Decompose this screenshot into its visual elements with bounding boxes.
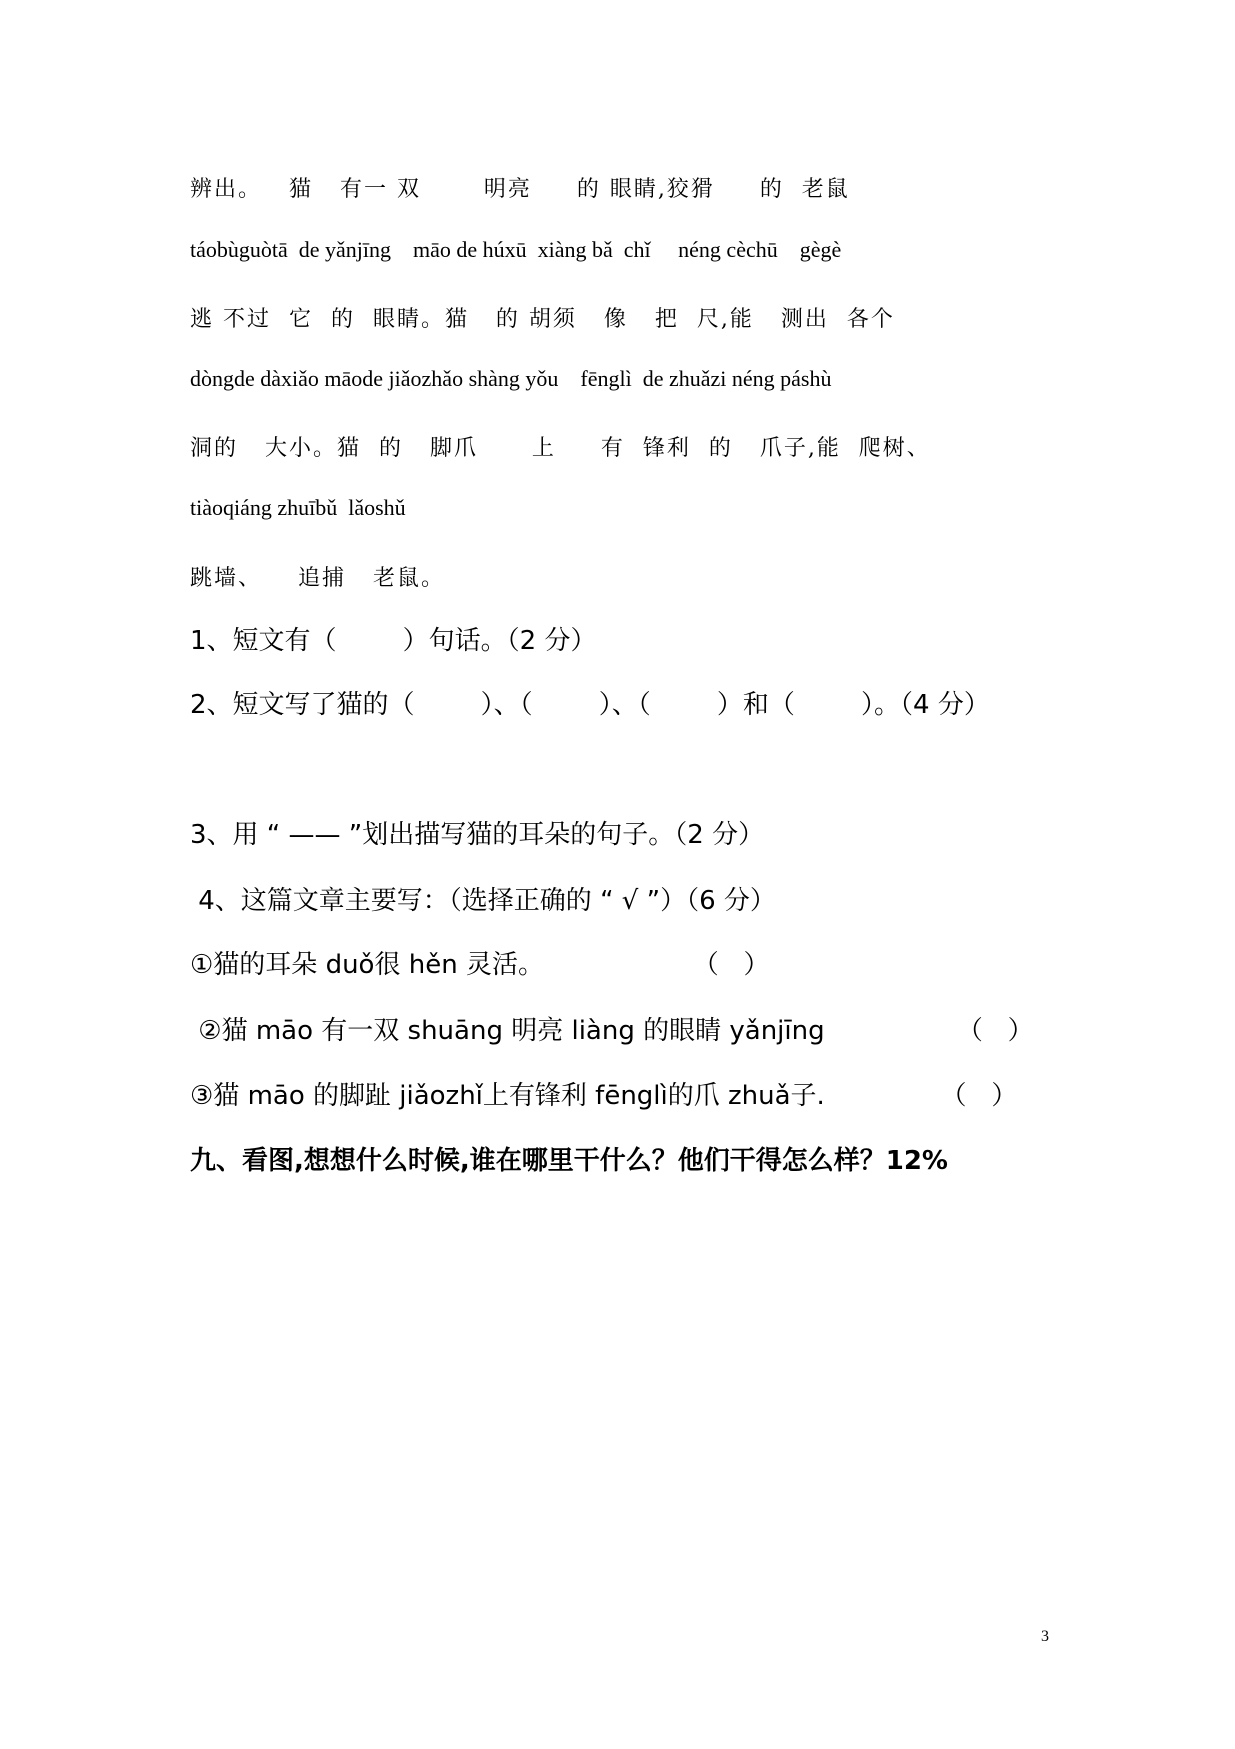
question-4: 4、这篇文章主要写：（选择正确的 “ √ ”）（6 分）: [190, 886, 776, 916]
question-1: 1、短文有（ ）句话。（2 分）: [190, 626, 597, 656]
passage-line-pinyin: táobùguòtā de yǎnjīng māo de húxū xiàng bǎ chǐ néng cèchū gègè: [190, 237, 842, 262]
choice-option-3: ③猫 māo 的脚趾 jiǎozhǐ上有锋利 fēnglì的爪 zhuǎ子. （ ）: [190, 1081, 1018, 1111]
passage-line-hanzi: 逃 不过 它 的 眼睛。猫 的 胡须 像 把 尺,能 测出 各个: [190, 307, 895, 332]
question-2: 2、短文写了猫的（ ）、（ ）、（ ）和（ ）。（4 分）: [190, 690, 990, 720]
question-3: 3、用 “ —— ”划出描写猫的耳朵的句子。（2 分）: [190, 820, 765, 850]
passage-line-pinyin: dòngde dàxiǎo māode jiǎozhǎo shàng yǒu fēnglì de zhuǎzi néng páshù: [190, 366, 832, 391]
choice-option-2: ②猫 māo 有一双 shuāng 明亮 liàng 的眼睛 yǎnjīng （ ）: [190, 1016, 1034, 1046]
passage-line-hanzi: 辨出。 猫 有一 双 明亮 的 眼睛,狡猾 的 老鼠: [190, 177, 850, 202]
choice-option-1: ①猫的耳朵 duǒ很 hěn 灵活。 （ ）: [190, 950, 770, 980]
section-heading: 九、看图,想想什么时候,谁在哪里干什么？他们干得怎么样？12%: [190, 1146, 948, 1176]
page-number: 3: [1041, 1628, 1049, 1645]
passage-line-pinyin: tiàoqiáng zhuībǔ lǎoshǔ: [190, 495, 406, 520]
passage-line-hanzi: 跳墙、 追捕 老鼠。: [190, 566, 445, 591]
passage-line-hanzi: 洞的 大小。猫 的 脚爪 上 有 锋利 的 爪子,能 爬树、: [190, 436, 931, 461]
